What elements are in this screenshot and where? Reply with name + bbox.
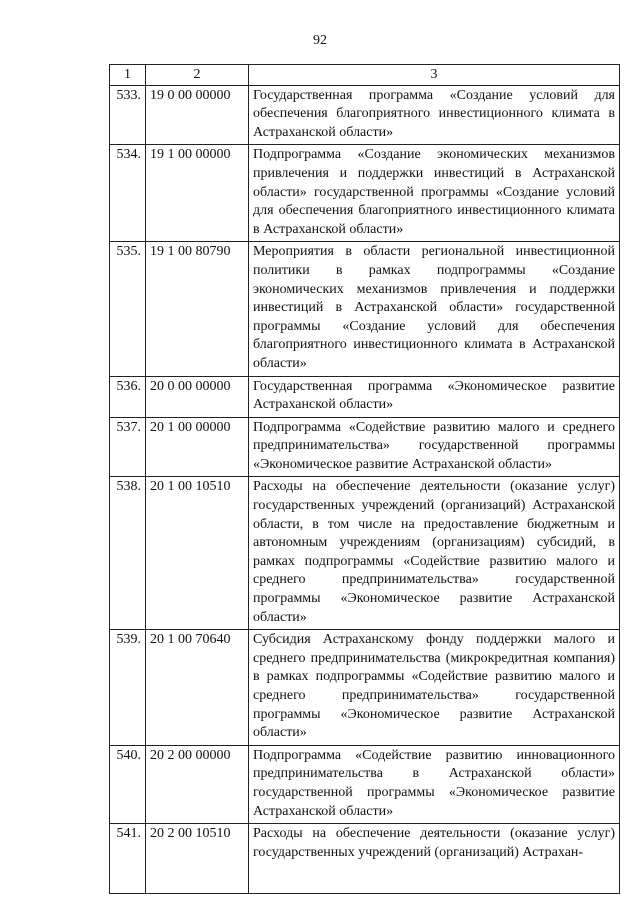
row-description: Субсидия Астраханскому фонду поддержки малого и среднего предпринимательства (микрокредитная компания) в рамках подпрограммы «Содействие развитию малого и среднего предпринимательства» государственной программы «Экономическое развитие Астраханской области» — [249, 630, 620, 746]
row-number: 534. — [110, 145, 146, 242]
budget-classification-table — [109, 64, 620, 894]
table-row — [110, 630, 620, 746]
row-description: Расходы на обеспечение деятельности (оказание услуг) государственных учреждений (организаций) Астраханской области, в том числе на предоставление бюджетным и автономным учреждениям (организациям) субсидий, в рамках подпрограммы «Содействие развитию малого и среднего предпринимательства» государственной программы «Экономическое развитие Астраханской области» — [249, 477, 620, 630]
header-col-3: 3 — [249, 65, 620, 86]
header-col-2: 2 — [146, 65, 249, 86]
table-header-row — [110, 65, 620, 86]
target-code: 19 0 00 00000 — [146, 85, 249, 145]
target-code: 20 2 00 10510 — [146, 824, 249, 894]
row-number: 541. — [110, 824, 146, 894]
target-code: 20 1 00 70640 — [146, 630, 249, 746]
table-row — [110, 85, 620, 145]
target-code: 19 1 00 80790 — [146, 242, 249, 376]
target-code: 20 1 00 00000 — [146, 417, 249, 477]
row-number: 536. — [110, 376, 146, 417]
row-description: Государственная программа «Создание условий для обеспечения благоприятного инвестиционного климата в Астраханской области» — [249, 85, 620, 145]
row-description: Расходы на обеспечение деятельности (оказание услуг) государственных учреждений (организаций) Астрахан- — [249, 824, 620, 894]
target-code: 20 1 00 10510 — [146, 477, 249, 630]
target-code: 20 2 00 00000 — [146, 745, 249, 823]
table-row — [110, 376, 620, 417]
table-row — [110, 745, 620, 823]
table-row — [110, 145, 620, 242]
row-description: Подпрограмма «Создание экономических механизмов привлечения и поддержки инвестиций в Астраханской области» государственной программы «Создание условий для обеспечения благоприятного инвестиционного климата в Астраханской области» — [249, 145, 620, 242]
row-description: Мероприятия в области региональной инвестиционной политики в рамках подпрограммы «Создание экономических механизмов привлечения и поддержки инвестиций в Астраханской области» государственной программы «Создание условий для обеспечения благоприятного инвестиционного климата в Астраханской области» — [249, 242, 620, 376]
row-number: 537. — [110, 417, 146, 477]
table-row — [110, 477, 620, 630]
table-row — [110, 242, 620, 376]
row-number: 533. — [110, 85, 146, 145]
table-row — [110, 417, 620, 477]
header-col-1: 1 — [110, 65, 146, 86]
row-description: Государственная программа «Экономическое развитие Астраханской области» — [249, 376, 620, 417]
row-number: 539. — [110, 630, 146, 746]
table-row — [110, 824, 620, 894]
row-description: Подпрограмма «Содействие развитию малого и среднего предпринимательства» государственной программы «Экономическое развитие Астраханской области» — [249, 417, 620, 477]
page-number: 92 — [313, 33, 327, 48]
row-number: 535. — [110, 242, 146, 376]
target-code: 19 1 00 00000 — [146, 145, 249, 242]
row-number: 538. — [110, 477, 146, 630]
row-description: Подпрограмма «Содействие развитию инновационного предпринимательства в Астраханской области» государственной программы «Экономическое развитие Астраханской области» — [249, 745, 620, 823]
row-number: 540. — [110, 745, 146, 823]
target-code: 20 0 00 00000 — [146, 376, 249, 417]
